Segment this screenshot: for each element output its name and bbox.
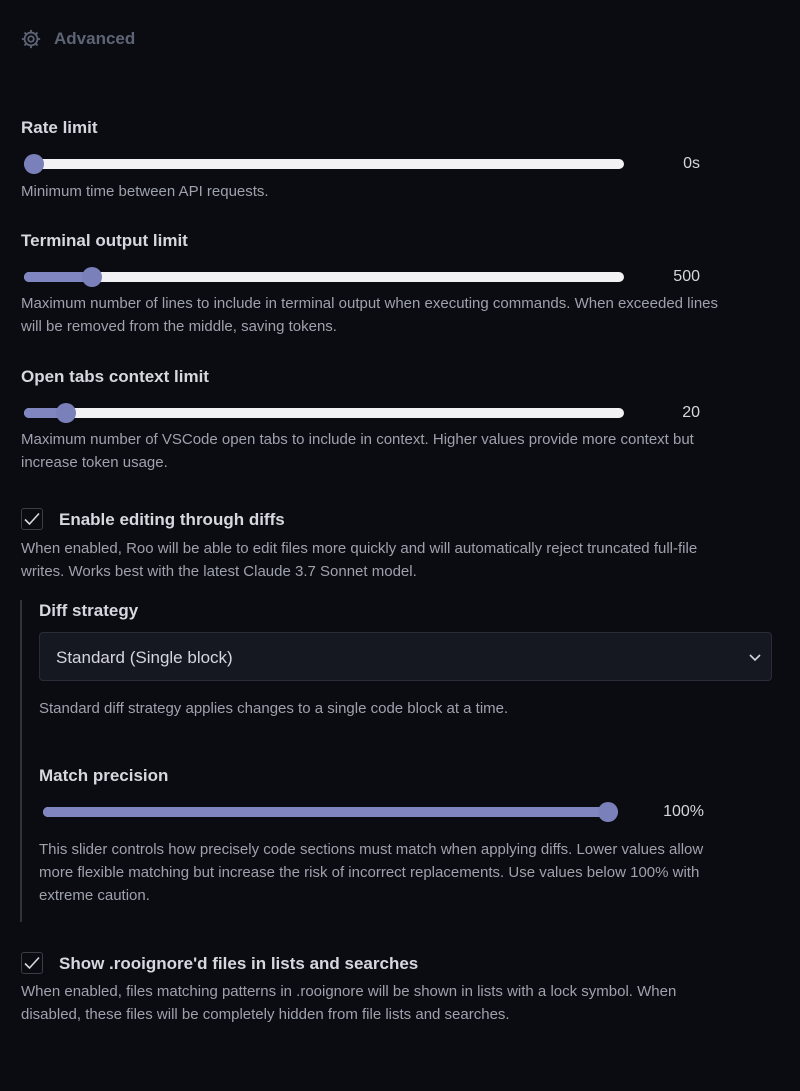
match-precision-description-line1: This slider controls how precisely code sections must match when applying diffs. Lower values allow xyxy=(39,841,704,858)
advanced-section-header xyxy=(20,28,135,50)
rooignore-description-line1: When enabled, files matching patterns in .rooignore will be shown in lists with a lock symbol. When xyxy=(21,983,677,1000)
slider-thumb[interactable] xyxy=(24,154,44,174)
diffs-checkbox-label[interactable]: Enable editing through diffs xyxy=(59,510,285,529)
rooignore-checkbox-label[interactable]: Show .rooignore'd files in lists and searches xyxy=(59,954,419,973)
diff-strategy-select[interactable] xyxy=(39,632,772,681)
rate-limit-description: Minimum time between API requests. xyxy=(21,183,269,200)
checkmark-icon xyxy=(23,510,41,528)
match-precision-value: 100% xyxy=(663,803,704,820)
diff-strategy-label: Diff strategy xyxy=(39,601,139,620)
open-tabs-slider[interactable] xyxy=(24,403,624,423)
diffs-description-line2: writes. Works best with the latest Claude 3.7 Sonnet model. xyxy=(21,563,417,580)
open-tabs-label: Open tabs context limit xyxy=(21,367,209,386)
rooignore-description-line2: disabled, these files will be completely hidden from file lists and searches. xyxy=(21,1006,510,1023)
match-precision-description-line3: extreme caution. xyxy=(39,887,150,904)
terminal-output-value: 500 xyxy=(673,268,700,285)
match-precision-description-line2: more flexible matching but increase the risk of incorrect replacements. Use values below 100% with xyxy=(39,864,700,881)
slider-thumb[interactable] xyxy=(82,267,102,287)
terminal-output-slider[interactable] xyxy=(24,267,624,287)
diff-strategy-selected-value: Standard (Single block) xyxy=(56,648,233,667)
terminal-output-description-line1: Maximum number of lines to include in terminal output when executing commands. When exceeded lines xyxy=(21,295,719,312)
diffs-description-line1: When enabled, Roo will be able to edit files more quickly and will automatically reject truncated full-file xyxy=(21,540,698,557)
checkmark-icon xyxy=(23,954,41,972)
chevron-down-icon xyxy=(747,649,763,665)
terminal-output-label: Terminal output limit xyxy=(21,231,188,250)
slider-thumb[interactable] xyxy=(56,403,76,423)
rooignore-checkbox[interactable] xyxy=(21,952,43,974)
open-tabs-description-line2: increase token usage. xyxy=(21,454,168,471)
slider-thumb[interactable] xyxy=(598,802,618,822)
terminal-output-description-line2: will be removed from the middle, saving tokens. xyxy=(21,318,337,335)
rate-limit-value: 0s xyxy=(683,155,700,172)
match-precision-slider[interactable] xyxy=(43,802,618,822)
open-tabs-description-line1: Maximum number of VSCode open tabs to include in context. Higher values provide more context but xyxy=(21,431,694,448)
rate-limit-label: Rate limit xyxy=(21,118,98,137)
diffs-checkbox[interactable] xyxy=(21,508,43,530)
section-title: Advanced xyxy=(54,29,136,48)
rate-limit-slider[interactable] xyxy=(24,154,624,174)
diff-settings-border xyxy=(20,600,22,922)
open-tabs-value: 20 xyxy=(682,404,700,421)
gear-icon xyxy=(20,28,42,50)
diff-strategy-description: Standard diff strategy applies changes to a single code block at a time. xyxy=(39,700,509,717)
match-precision-label: Match precision xyxy=(39,766,169,785)
